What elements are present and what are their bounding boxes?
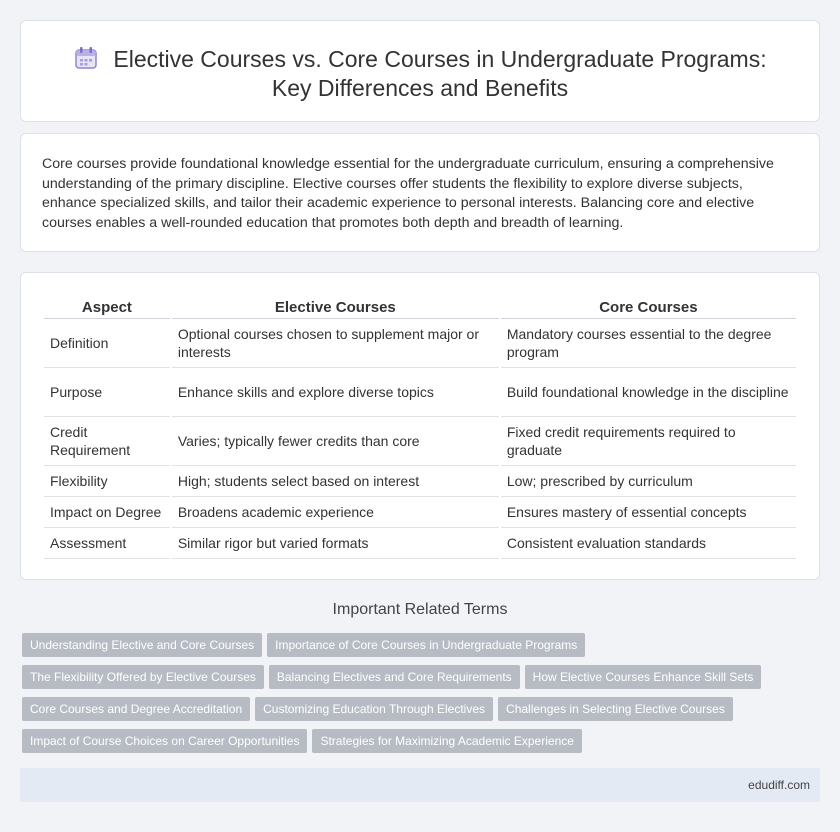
elective-cell: Broadens academic experience <box>172 497 499 528</box>
aspect-cell: Flexibility <box>44 466 170 497</box>
comparison-table <box>42 295 798 559</box>
elective-cell: Optional courses chosen to supplement major or interests <box>172 319 499 368</box>
related-tag[interactable]: The Flexibility Offered by Elective Courses <box>22 665 264 689</box>
related-tag[interactable]: Importance of Core Courses in Undergraduate Programs <box>267 633 585 657</box>
summary-text: Core courses provide foundational knowledge essential for the undergraduate curriculum, ensuring a comprehensive understanding of the primary discipline. Elective courses offer students the flexibility to explore diverse subjects, enhance specialized skills, and tailor their academic experience to personal interests. Balancing core and elective courses enables a well-rounded education that promotes both depth and breadth of learning. <box>42 156 774 231</box>
related-terms-title: Important Related Terms <box>332 601 508 618</box>
table-row <box>44 417 796 466</box>
related-tag[interactable]: Core Courses and Degree Accreditation <box>22 697 250 721</box>
header-aspect: Aspect <box>44 295 170 319</box>
table-row <box>44 466 796 497</box>
table-row <box>44 497 796 528</box>
core-cell: Mandatory courses essential to the degree program <box>501 319 796 368</box>
comparison-card <box>20 272 820 580</box>
calendar-icon <box>73 45 99 71</box>
tag-row <box>22 665 822 697</box>
page-title <box>21 45 819 103</box>
tag-row <box>22 633 822 665</box>
related-tag[interactable]: Strategies for Maximizing Academic Experience <box>312 729 581 753</box>
header-elective: Elective Courses <box>172 295 499 319</box>
header-core: Core Courses <box>501 295 796 319</box>
footer <box>20 768 820 802</box>
aspect-cell: Purpose <box>44 368 170 417</box>
table-header-row <box>44 295 796 319</box>
elective-cell: Varies; typically fewer credits than core <box>172 417 499 466</box>
elective-cell: Enhance skills and explore diverse topics <box>172 368 499 417</box>
aspect-cell: Definition <box>44 319 170 368</box>
related-tag[interactable]: Balancing Electives and Core Requirements <box>269 665 520 689</box>
table-row <box>44 368 796 417</box>
core-cell: Ensures mastery of essential concepts <box>501 497 796 528</box>
core-cell: Build foundational knowledge in the discipline <box>501 368 796 417</box>
related-tag[interactable]: Impact of Course Choices on Career Opportunities <box>22 729 307 753</box>
core-cell: Consistent evaluation standards <box>501 528 796 559</box>
related-tag[interactable]: How Elective Courses Enhance Skill Sets <box>525 665 762 689</box>
aspect-cell: Impact on Degree <box>44 497 170 528</box>
aspect-cell: Credit Requirement <box>44 417 170 466</box>
summary-card <box>20 133 820 252</box>
core-cell: Low; prescribed by curriculum <box>501 466 796 497</box>
footer-site[interactable]: edudiff.com <box>748 778 810 792</box>
related-tag[interactable]: Customizing Education Through Electives <box>255 697 493 721</box>
related-tag[interactable]: Challenges in Selecting Elective Courses <box>498 697 733 721</box>
elective-cell: Similar rigor but varied formats <box>172 528 499 559</box>
tag-row <box>22 697 822 729</box>
related-terms <box>22 633 822 761</box>
title-line-1: Elective Courses vs. Core Courses in Undergraduate Programs: <box>113 46 767 72</box>
table-row <box>44 319 796 368</box>
related-tag[interactable]: Understanding Elective and Core Courses <box>22 633 262 657</box>
table-row <box>44 528 796 559</box>
elective-cell: High; students select based on interest <box>172 466 499 497</box>
title-line-2: Key Differences and Benefits <box>271 75 569 101</box>
tag-row <box>22 729 822 761</box>
core-cell: Fixed credit requirements required to graduate <box>501 417 796 466</box>
title-card <box>20 20 820 122</box>
aspect-cell: Assessment <box>44 528 170 559</box>
